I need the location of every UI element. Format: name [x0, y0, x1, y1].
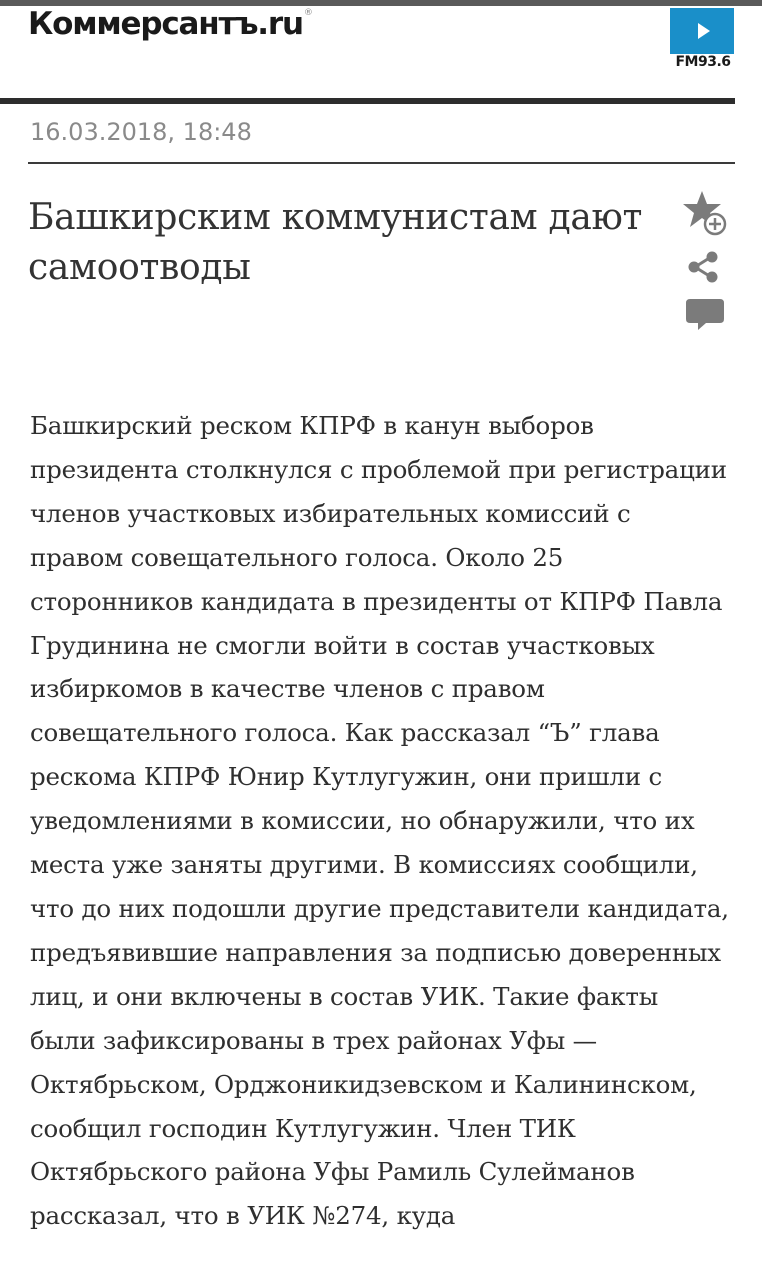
radio-label-fm: FM — [675, 54, 698, 70]
article-date: 16.03.2018, 18:48 — [30, 118, 252, 146]
radio-label-frequency: 93.6 — [697, 54, 731, 70]
article-body: Башкирский реском КПРФ в канун выборов президента столкнулся с проблемой при регистрации членов участковых избирательных комиссий с правом совещательного голоса. Около 25 сторонников кандидата в президенты от КПРФ Павла Грудинина не смогли войти в состав участковых избиркомов в качестве членов с правом совещательного голоса. Как рассказал “Ъ” глава рескома КПРФ Юнир Кутлугужин, они пришли с уведомлениями в комиссии, но обнаружили, что их места уже заняты другими. В комиссиях сообщили, что до них подошли другие представители кандидата, предъявившие направления за подписью доверенных лиц, и они включены в состав УИК. Такие факты были зафиксированы в трех районах Уфы — Октябрьском, Орджоникидзевском и Калининском, сообщил господин Кутлугужин. Член ТИК Октябрьского района Уфы Рамиль Сулейманов рассказал, что в УИК №274, куда — [30, 411, 729, 1231]
date-divider — [28, 162, 735, 164]
registered-mark: ® — [303, 8, 313, 18]
star-add-icon[interactable] — [682, 188, 728, 236]
comment-icon[interactable] — [682, 296, 728, 334]
play-icon — [698, 23, 710, 39]
radio-play-button[interactable] — [670, 8, 734, 54]
header-divider — [0, 98, 735, 104]
logo-text: Коммерсантъ.ru — [28, 6, 303, 42]
site-logo[interactable] — [28, 2, 313, 46]
share-icon[interactable] — [682, 250, 728, 284]
radio-label[interactable] — [670, 53, 736, 71]
article-title: Башкирским коммунистам дают самоотводы — [28, 197, 643, 288]
